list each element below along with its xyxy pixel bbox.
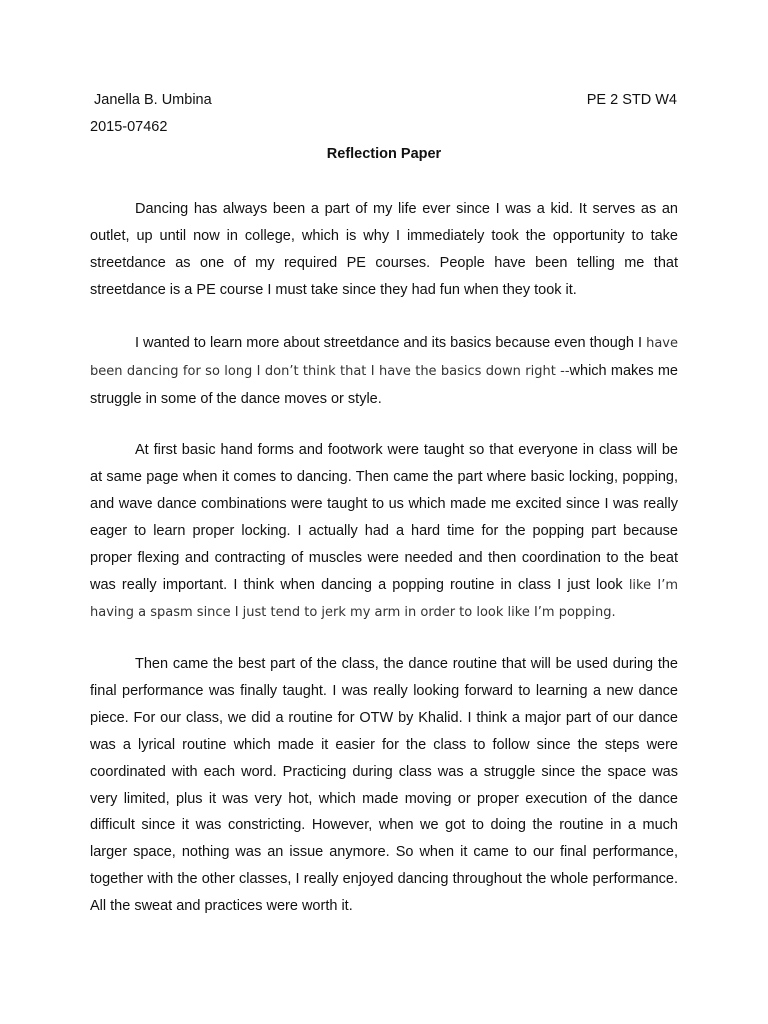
paragraph-3-text-b: like I’m having a spasm since I just tend to jerk my arm in order to look like I’m popping.: [90, 577, 678, 621]
student-number: 2015-07462: [90, 119, 168, 135]
paragraph-1: Dancing has always been a part of my life ever since I was a kid. It serves as an outlet, up until now in college, which is why I immediately took the opportunity to take streetdance as one of my required PE courses. People have been telling me that streetdance is a PE course I must take since they had fun when they took it.: [90, 201, 678, 298]
paragraph-3: [90, 437, 678, 627]
paragraph-4: Then came the best part of the class, the dance routine that will be used during the final performance was finally taught. I was really looking forward to learning a new dance piece. For our class, we did a routine for OTW by Khalid. I think a major part of our dance was a lyrical routine which made it easier for the class to follow since the steps were coordinated with each word. Practicing during class was a struggle since the space was very limited, plus it was very hot, which made moving or proper execution of the dance difficult since it was constricting. However, when we got to doing the routine in a much larger space, nothing was an issue anymore. So when it came to our final performance, together with the other classes, I really enjoyed dancing throughout the whole performance. All the sweat and practices were worth it.: [90, 656, 678, 915]
author-name: Janella B. Umbina: [94, 92, 212, 108]
paragraph-2-text-c: which makes me struggle in some of the dance moves or style.: [90, 362, 678, 407]
paragraph-2-text-b: have been dancing for so long I don’t think that I have the basics down right --: [90, 336, 678, 379]
paragraph-3-text-a: At first basic hand forms and footwork were taught so that everyone in class will be at same page when it comes to dancing. Then came the part where basic locking, popping, and wave dance combinations were taught to us which made me excited since I was really eager to learn proper locking. I actually had a hard time for the popping part because proper flexing and contracting of muscles were needed and then coordination to the beat was really important. I think when dancing a popping routine in class I just look: [90, 442, 678, 593]
paragraph-2-text-a: I wanted to learn more about streetdance and its basics because even though I: [135, 335, 647, 351]
paper-title: Reflection Paper: [326, 146, 442, 162]
course-code: PE 2 STD W4: [586, 92, 677, 108]
paragraph-2: [90, 330, 678, 413]
